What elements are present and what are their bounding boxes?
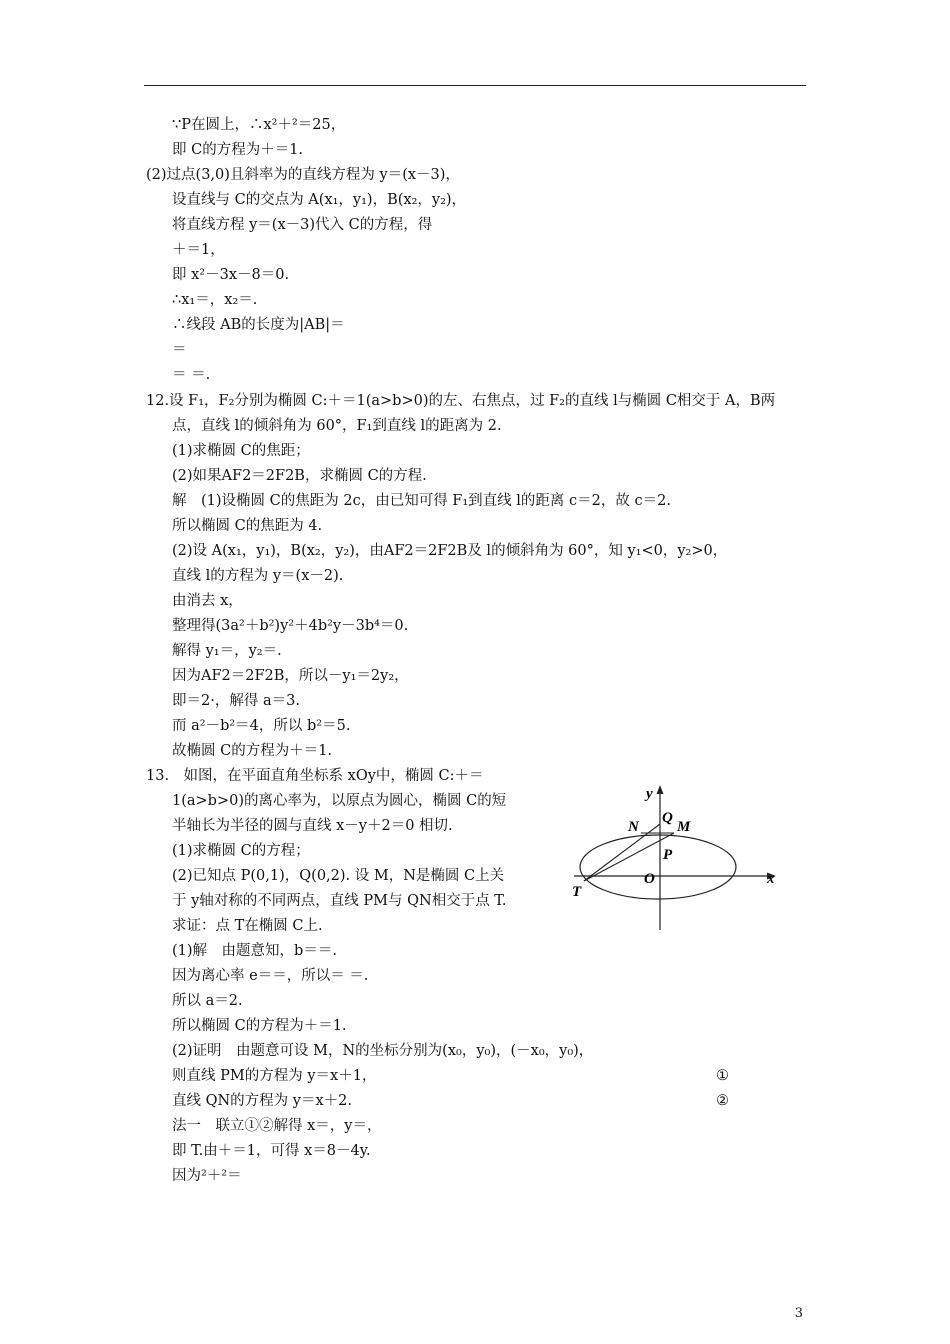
y-axis-arrow [657, 785, 664, 794]
label-x: x [767, 871, 775, 887]
text-line: 1(a>b>0)的离心率为，以原点为圆心，椭圆 C的短 [172, 793, 507, 809]
text-line: 13. 如图，在平面直角坐标系 xOy中，椭圆 C:＋＝ [146, 768, 484, 784]
text-line: 所以椭圆 C的方程为＋＝1. [172, 1018, 347, 1034]
label-m: M [677, 819, 691, 835]
text-line: (2)过点(3,0)且斜率为的直线方程为 y＝(x－3)， [146, 167, 460, 183]
equation-number: ② [716, 1093, 729, 1109]
text-line: 因为AF2＝2F2B，所以－y₁＝2y₂， [172, 668, 409, 684]
text-line: 而 a²－b²＝4，所以 b²＝5. [172, 718, 351, 734]
text-line: (2)已知点 P(0,1)，Q(0,2). 设 M，N是椭圆 C上关 [172, 868, 505, 884]
text-line: ＝ [172, 342, 187, 358]
text-line: 直线 QN的方程为 y＝x＋2. [172, 1093, 352, 1109]
text-line: 即 T.由＋＝1，可得 x＝8－4y. [172, 1143, 371, 1159]
text-line: 因为²＋²＝ [172, 1168, 242, 1184]
text-line: 整理得(3a²＋b²)y²＋4b²y－3b⁴＝0. [172, 618, 409, 634]
text-line: 直线 l的方程为 y＝(x－2). [172, 568, 344, 584]
text-line: (1)解 由题意知，b＝＝. [172, 943, 337, 959]
label-y: y [646, 786, 653, 802]
text-line: 即＝2·，解得 a＝3. [172, 693, 300, 709]
label-n: N [628, 819, 639, 835]
text-line: ＋＝1， [172, 242, 225, 258]
text-line: 因为离心率 e＝＝，所以＝ ＝. [172, 968, 369, 984]
text-line: ∵P在圆上，∴x²＋²＝25， [172, 117, 346, 133]
text-line: 则直线 PM的方程为 y＝x＋1， [172, 1068, 377, 1084]
text-line: (1)求椭圆 C的方程； [172, 843, 310, 859]
text-line: (2)如果AF2＝2F2B，求椭圆 C的方程. [172, 468, 427, 484]
label-o: O [644, 871, 655, 887]
text-line: (2)设 A(x₁，y₁)，B(x₂，y₂)，由AF2＝2F2B及 l的倾斜角为 60°，知 y₁<0，y₂>0， [172, 543, 728, 559]
text-line: ∴线段 AB的长度为|AB|＝ [172, 317, 345, 333]
header-rule [144, 85, 806, 86]
label-t: T [572, 884, 582, 900]
equation-number: ① [716, 1068, 729, 1084]
text-line: 故椭圆 C的方程为＋＝1. [172, 743, 333, 759]
text-line: 将直线方程 y＝(x－3)代入 C的方程，得 [172, 217, 433, 233]
label-q: Q [662, 810, 673, 826]
text-line: 所以椭圆 C的焦距为 4. [172, 518, 323, 534]
text-line: 求证：点 T在椭圆 C上. [172, 918, 323, 934]
label-p: P [663, 847, 673, 863]
text-line: 于 y轴对称的不同两点，直线 PM与 QN相交于点 T. [172, 893, 507, 909]
ellipse-figure [566, 780, 786, 935]
text-line: (2)证明 由题意可设 M，N的坐标分别为(x₀，y₀)，(－x₀，y₀)， [172, 1043, 594, 1059]
text-line: 由消去 x， [172, 593, 243, 609]
text-line: 即 C的方程为＋＝1. [172, 142, 304, 158]
text-line: 即 x²－3x－8＝0. [172, 267, 290, 283]
text-line: ＝ ＝. [172, 367, 211, 383]
text-line: 设直线与 C的交点为 A(x₁，y₁)，B(x₂，y₂)， [172, 192, 467, 208]
text-line: ∴x₁＝，x₂＝. [172, 292, 258, 308]
text-line: 半轴长为半径的圆与直线 x－y＋2＝0 相切. [172, 818, 453, 834]
text-line: 所以 a＝2. [172, 993, 243, 1009]
text-line: 法一 联立①②解得 x＝，y＝， [172, 1118, 382, 1134]
text-line: 点，直线 l的倾斜角为 60°，F₁到直线 l的距离为 2. [172, 418, 502, 434]
text-line: 解得 y₁＝，y₂＝. [172, 643, 282, 659]
text-line: 解 (1)设椭圆 C的焦距为 2c，由已知可得 F₁到直线 l的距离 c＝2，故 c＝2. [172, 493, 671, 509]
page-number: 3 [794, 1306, 803, 1321]
text-line: (1)求椭圆 C的焦距； [172, 443, 310, 459]
text-line: 12.设 F₁，F₂分别为椭圆 C:＋＝1(a>b>0)的左、右焦点，过 F₂的直线 l与椭圆 C相交于 A，B两 [146, 393, 776, 409]
